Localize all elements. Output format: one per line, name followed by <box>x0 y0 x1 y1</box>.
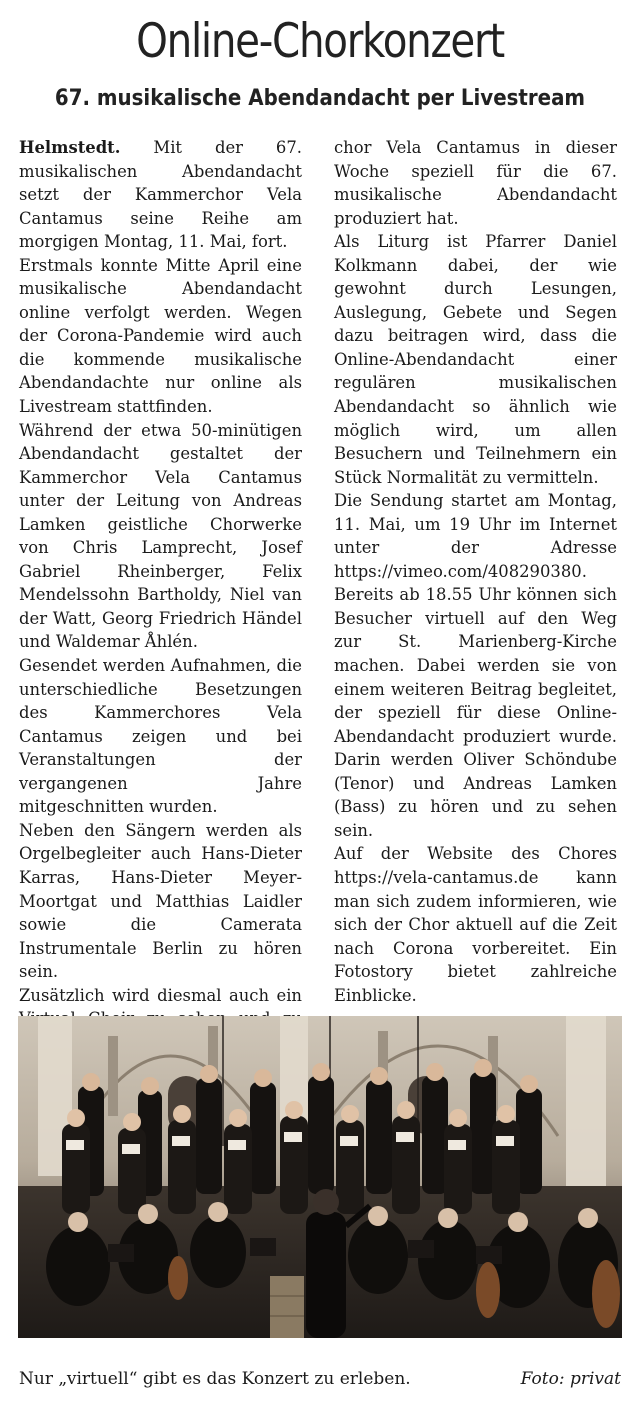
article-column-right <box>334 136 617 1007</box>
paragraph-10: Auf der Website des Chores https://vela-cantamus.de kann man sich zudem informieren, wie sich der Chor aktuell auf die Zeit nach Corona vorbereitet. Ein Fotostory bietet zahlreiche Einblicke. <box>334 844 617 1005</box>
paragraph-1: Helmstedt. Mit der 67. musikalischen Abendandacht setzt der Kammerchor Vela Cantamus seine Reihe am morgigen Montag, 11. Mai, fort. <box>19 138 302 252</box>
headline: Online-Chorkonzert <box>136 14 504 69</box>
paragraph-5: Neben den Sängern werden als Orgelbegleiter auch Hans-Dieter Karras, Hans-Dieter Meyer-Moortgat und Matthias Laidler sowie die Camerata Instrumentale Berlin zu hören sein. <box>19 820 302 982</box>
paragraph-2: Erstmals konnte Mitte April eine musikalische Abendandacht online verfolgt werden. Wegen der Corona-Pandemie wird auch die kommende musikalische Abendandachte nur online als Livestream stattfinden. <box>19 255 302 417</box>
paragraph-8: Die Sendung startet am Montag, 11. Mai, um 19 Uhr im Internet unter der Adresse https://vimeo.com/408290380. <box>334 491 617 581</box>
paragraph-4: Gesendet werden Aufnahmen, die unterschiedliche Besetzungen des Kammerchores Vela Cantamus zeigen und bei Veranstaltungen der vergangenen Jahre mitgeschnitten wurden. <box>19 656 302 817</box>
paragraph-6-continued: chor Vela Cantamus in dieser Woche speziell für die 67. musikalische Abendandacht produziert hat. <box>334 138 617 228</box>
paragraph-3: Während der etwa 50-minütigen Abendandacht gestaltet der Kammerchor Vela Cantamus unter der Leitung von Andreas Lamken geistliche Chorwerke von Chris Lamprecht, Josef Gabriel Rheinberger, Felix Mendelssohn Bartholdy, Niel van der Watt, Georg Friedrich Händel und Waldemar Åhlén. <box>19 420 302 652</box>
photo-credit: Foto: privat <box>520 1369 621 1389</box>
choir-photo-illustration <box>18 1016 622 1338</box>
caption-text: Nur „virtuell“ gibt es das Konzert zu erleben. <box>19 1369 411 1389</box>
paragraph-9: Bereits ab 18.55 Uhr können sich Besucher virtuell auf den Weg zur St. Marienberg-Kirche machen. Dabei werden sie von einem weiteren Beitrag begleitet, der speziell für diese Online-Abendandacht produziert wurde. Darin werden Oliver Schöndube (Tenor) und Andreas Lamken (Bass) zu hören und zu sehen sein. <box>334 585 617 840</box>
paragraph-7: Als Liturg ist Pfarrer Daniel Kolkmann dabei, der wie gewohnt durch Lesungen, Auslegung, Gebete und Segen dazu beitragen wird, dass die Online-Abendandacht einer regulären musikalischen Abendandacht so ähnlich wie möglich wird, um allen Besuchern und Teilnehmern ein Stück Normalität zu vermitteln. <box>334 232 617 487</box>
photo-caption <box>19 1364 621 1394</box>
dateline: Helmstedt. <box>19 138 121 157</box>
paragraph-6: Zusätzlich wird diesmal auch ein <box>19 985 302 1005</box>
choir-concert-photo <box>18 1016 622 1338</box>
article-column-left <box>19 136 302 1054</box>
subheadline: 67. musikalische Abendandacht per Livestream <box>54 86 586 111</box>
